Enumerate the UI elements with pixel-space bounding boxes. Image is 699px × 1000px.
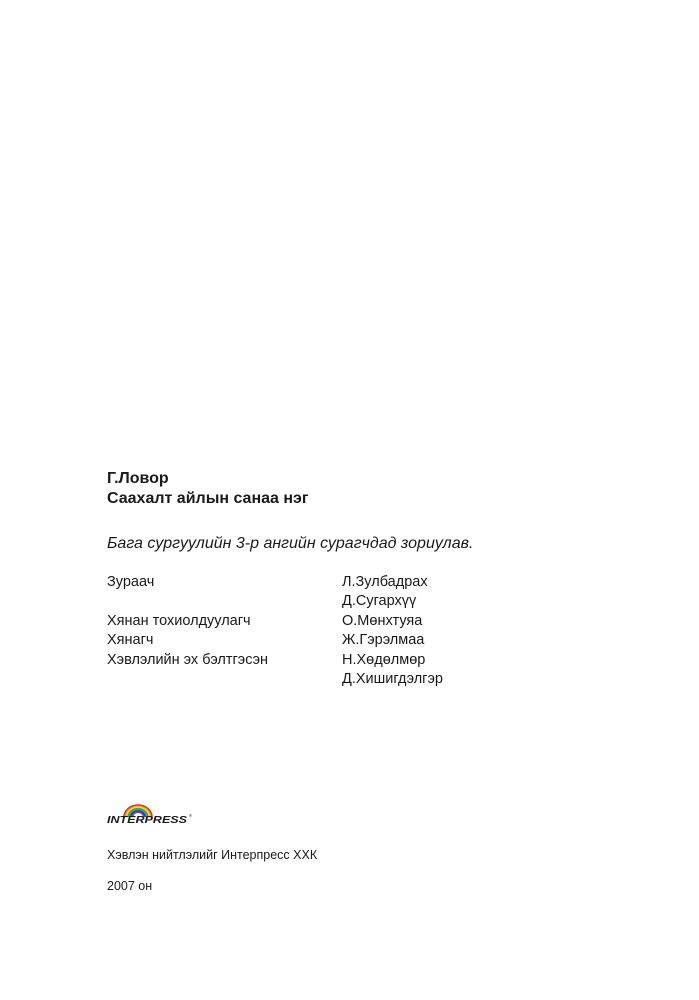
credits-list bbox=[107, 573, 587, 689]
interpress-logo-icon bbox=[104, 800, 196, 832]
credit-names bbox=[342, 651, 443, 690]
credit-name: О.Мөнхтуяа bbox=[342, 612, 423, 629]
credit-names bbox=[342, 612, 422, 631]
credit-names bbox=[342, 573, 428, 612]
credit-name: Ж.Гэрэлмаа bbox=[342, 632, 425, 649]
credit-name: Н.Хөдөлмөр bbox=[342, 651, 426, 668]
svg-text:®: ® bbox=[189, 813, 192, 818]
credit-name: Д.Сугархүү bbox=[342, 593, 417, 610]
credit-row-illustrator bbox=[107, 573, 587, 612]
svg-text:INTERPRESS: INTERPRESS bbox=[107, 814, 187, 826]
credit-name: Л.Зулбадрах bbox=[342, 574, 428, 590]
credit-row-reviewer bbox=[107, 631, 587, 650]
credit-role: Хянагч bbox=[107, 632, 154, 649]
credit-row-copy-editor bbox=[107, 612, 587, 631]
credit-name: Д.Хишигдэлгэр bbox=[342, 671, 443, 688]
book-title: Саахалт айлын санаа нэг bbox=[107, 490, 309, 507]
credit-names bbox=[342, 631, 424, 650]
book-subtitle: Бага сургуулийн 3-р ангийн сурагчдад зориулав. bbox=[107, 535, 474, 552]
publisher-line: Хэвлэн нийтлэлийг Интерпресс ХХК bbox=[107, 848, 318, 862]
author-name: Г.Ловор bbox=[107, 470, 169, 487]
publication-year: 2007 он bbox=[107, 879, 153, 893]
credit-row-prepress bbox=[107, 651, 587, 690]
interpress-logo bbox=[104, 800, 196, 832]
credit-role: Хэвлэлийн эх бэлтгэсэн bbox=[107, 651, 269, 668]
credit-role: Зураач bbox=[107, 574, 155, 590]
credit-role: Хянан тохиолдуулагч bbox=[107, 612, 251, 629]
